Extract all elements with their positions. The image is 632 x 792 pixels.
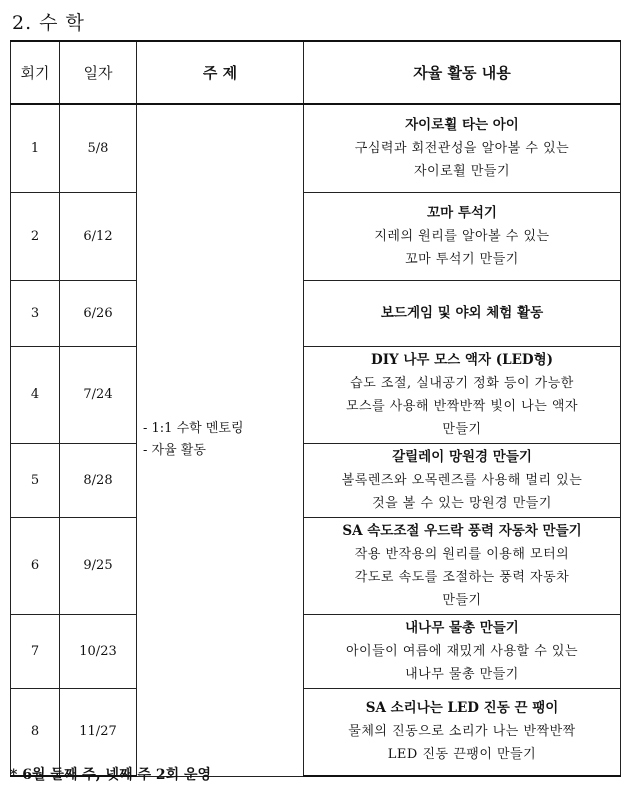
date-cell: 5/8 bbox=[60, 104, 137, 192]
activity-title: 꼬마 투석기 bbox=[427, 204, 497, 221]
footnote: * 6월 둘째 주, 넷째 주 2회 운영 bbox=[10, 767, 212, 783]
section-title: 2. 수 학 bbox=[12, 12, 85, 34]
header-topic: 주 제 bbox=[137, 41, 304, 104]
activity-cell bbox=[304, 104, 621, 192]
table-row bbox=[11, 104, 621, 192]
table-row bbox=[11, 346, 621, 443]
activity-title: 갈릴레이 망원경 만들기 bbox=[392, 448, 532, 465]
activity-desc-line: 것을 볼 수 있는 망원경 만들기 bbox=[372, 495, 552, 511]
activity-title: 보드게임 및 야외 체험 활동 bbox=[380, 304, 544, 321]
activity-title: SA 소리나는 LED 진동 끈 팽이 bbox=[365, 700, 559, 717]
session-cell: 2 bbox=[11, 192, 60, 280]
activity-desc-line: 내나무 물총 만들기 bbox=[405, 666, 519, 682]
activity-desc-line: 만들기 bbox=[442, 592, 482, 608]
activity-desc-line: 꼬마 투석기 만들기 bbox=[405, 251, 519, 267]
table-row bbox=[11, 517, 621, 614]
table-row bbox=[11, 443, 621, 517]
activity-desc-line: 각도로 속도를 조절하는 풍력 자동차 bbox=[354, 569, 570, 585]
header-session: 회기 bbox=[11, 41, 60, 104]
table-row bbox=[11, 614, 621, 688]
table-row bbox=[11, 280, 621, 346]
session-cell: 8 bbox=[11, 688, 60, 776]
header-date: 일자 bbox=[60, 41, 137, 104]
activity-cell bbox=[304, 688, 621, 776]
activity-title: SA 속도조절 우드락 풍력 자동차 만들기 bbox=[342, 522, 582, 539]
header-activity: 자율 활동 내용 bbox=[304, 41, 621, 104]
activity-cell bbox=[304, 443, 621, 517]
activity-desc-line: LED 진동 끈팽이 만들기 bbox=[387, 747, 537, 763]
table-row bbox=[11, 192, 621, 280]
session-cell: 7 bbox=[11, 614, 60, 688]
date-cell: 8/28 bbox=[60, 443, 137, 517]
activity-cell bbox=[304, 517, 621, 614]
activity-cell bbox=[304, 614, 621, 688]
activity-desc-line: 습도 조절, 실내공기 정화 등이 가능한 bbox=[350, 375, 574, 391]
date-cell: 9/25 bbox=[60, 517, 137, 614]
topic-line: - 자율 활동 bbox=[143, 443, 206, 459]
activity-title: DIY 나무 모스 액자 (LED형) bbox=[370, 351, 553, 368]
table-header-row bbox=[11, 41, 621, 104]
table-row bbox=[11, 688, 621, 776]
session-cell: 5 bbox=[11, 443, 60, 517]
activity-title: 자이로휠 타는 아이 bbox=[405, 116, 519, 133]
date-cell: 10/23 bbox=[60, 614, 137, 688]
topic-cell bbox=[137, 104, 304, 776]
activity-desc-line: 구심력과 회전관성을 알아볼 수 있는 bbox=[354, 140, 570, 156]
topic-line: - 1:1 수학 멘토링 bbox=[143, 421, 244, 437]
date-cell: 11/27 bbox=[60, 688, 137, 776]
date-cell: 7/24 bbox=[60, 346, 137, 443]
activity-title: 내나무 물총 만들기 bbox=[405, 619, 519, 636]
activity-desc-line: 지레의 원리를 알아볼 수 있는 bbox=[374, 228, 550, 244]
session-cell: 4 bbox=[11, 346, 60, 443]
activity-desc-line: 볼록렌즈와 오목렌즈를 사용해 멀리 있는 bbox=[341, 472, 583, 488]
activity-table bbox=[10, 40, 621, 777]
date-cell: 6/12 bbox=[60, 192, 137, 280]
activity-cell bbox=[304, 280, 621, 346]
session-cell: 6 bbox=[11, 517, 60, 614]
session-cell: 3 bbox=[11, 280, 60, 346]
date-cell: 6/26 bbox=[60, 280, 137, 346]
activity-desc-line: 아이들이 여름에 재밌게 사용할 수 있는 bbox=[345, 643, 579, 659]
activity-desc-line: 물체의 진동으로 소리가 나는 반짝반짝 bbox=[348, 724, 576, 740]
activity-cell bbox=[304, 192, 621, 280]
activity-desc-line: 만들기 bbox=[442, 421, 482, 437]
session-cell: 1 bbox=[11, 104, 60, 192]
activity-desc-line: 작용 반작용의 원리를 이용해 모터의 bbox=[354, 546, 570, 562]
activity-cell bbox=[304, 346, 621, 443]
activity-desc-line: 자이로휠 만들기 bbox=[413, 163, 511, 179]
activity-desc-line: 모스를 사용해 반짝반짝 빛이 나는 액자 bbox=[345, 398, 579, 414]
